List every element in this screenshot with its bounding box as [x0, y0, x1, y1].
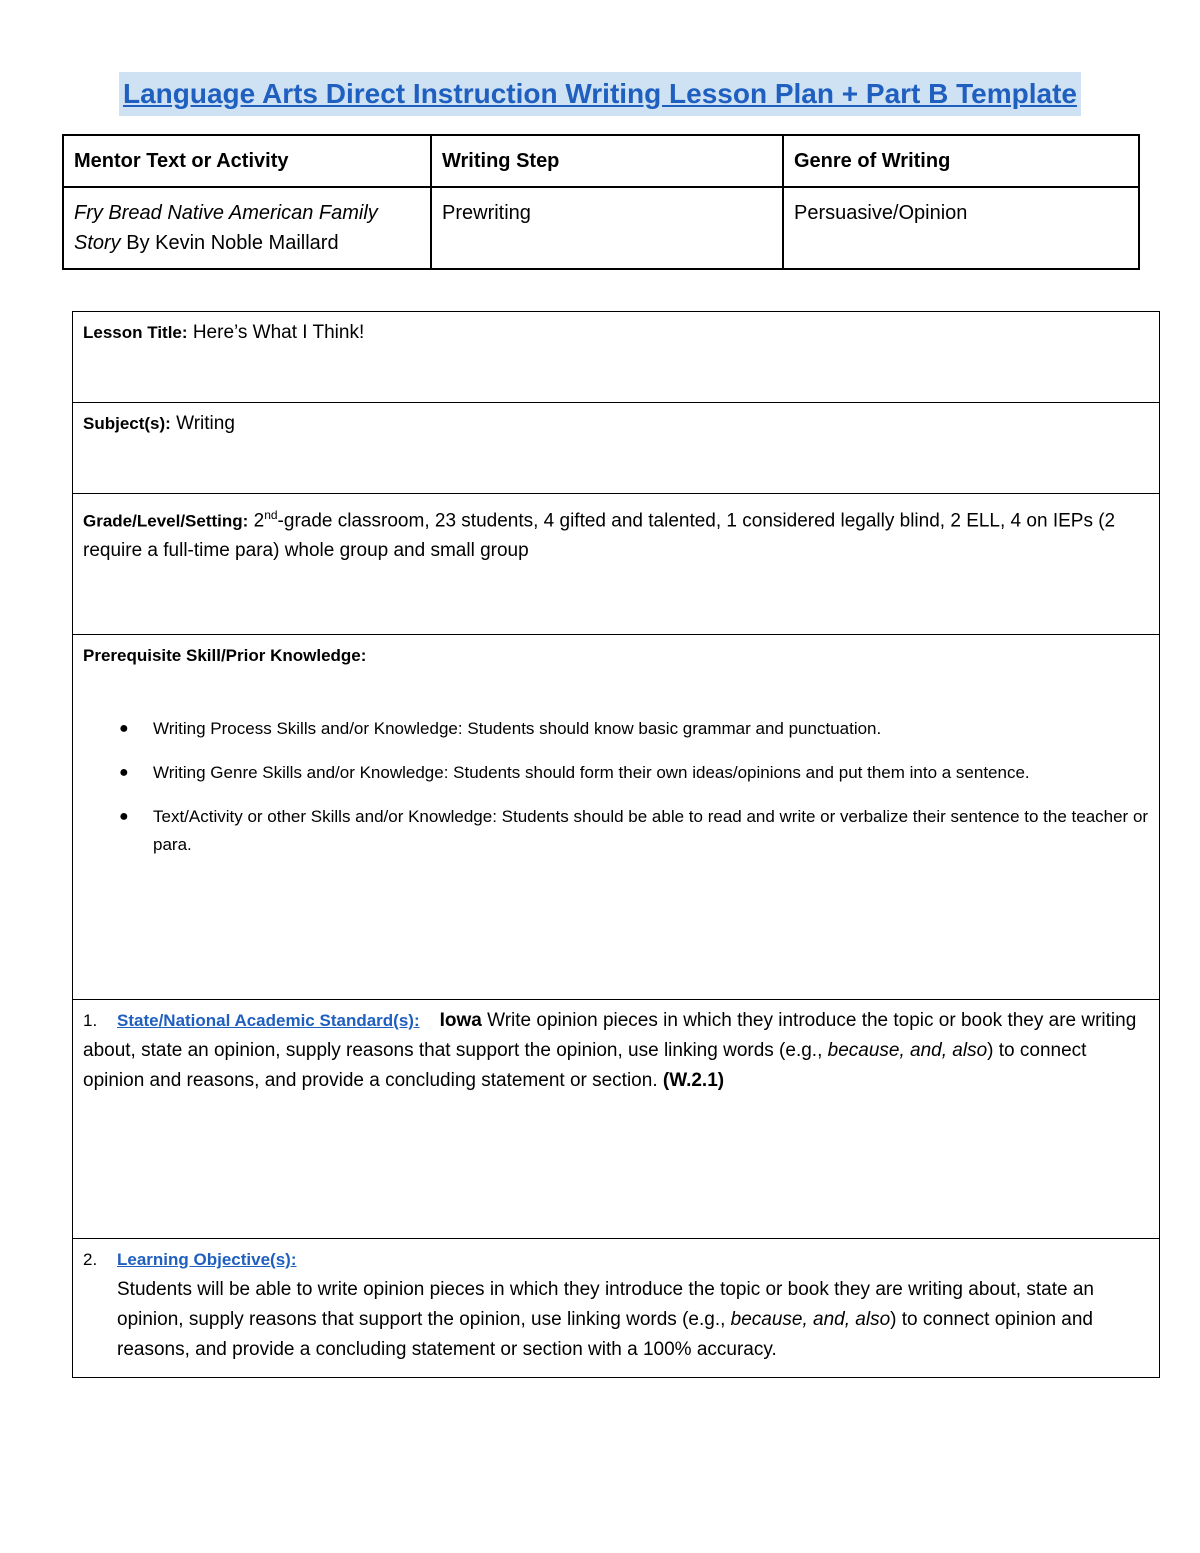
prereq-item-text: Text/Activity or other Skills and/or Knowledge: Students should be able to read and write or verbalize their sentence to the teacher or para.: [153, 807, 1149, 854]
genre-cell: Persuasive/Opinion: [783, 187, 1139, 269]
prereq-item-text: Writing Genre Skills and/or Knowledge: Students should form their own ideas/opinions and put them into a sentence.: [153, 763, 1030, 782]
document-title: Language Arts Direct Instruction Writing Lesson Plan + Part B Template: [119, 72, 1081, 116]
subject-value: Writing: [176, 413, 235, 434]
title-wrapper: [0, 72, 1200, 116]
bullet-icon: ●: [119, 764, 129, 781]
objective-text-2: ) to connect opinion and reasons, and provide a concluding statement or section with a 100% accuracy.: [117, 1309, 1093, 1360]
mentor-book-author: By Kevin Noble Maillard: [126, 232, 339, 254]
lesson-title-label: Lesson Title:: [83, 323, 188, 342]
standard-number: 1.: [83, 1011, 98, 1030]
bullet-icon: ●: [119, 720, 129, 737]
mentor-text-table: [62, 134, 1140, 270]
bullet-icon: ●: [119, 808, 129, 825]
objective-link[interactable]: Learning Objective(s):: [117, 1250, 297, 1269]
subject-label: Subject(s):: [83, 414, 171, 433]
standard-text-1: Write opinion pieces in which they introduce the topic or book they are writing about, state an opinion, supply reasons that support the opinion, use linking words (e.g.,: [83, 1010, 1137, 1061]
prereq-row: [73, 635, 1160, 1000]
grade-label: Grade/Level/Setting:: [83, 511, 249, 531]
grade-text: -grade classroom, 23 students, 4 gifted and talented, 1 considered legally blind, 2 ELL, 4 on IEPs (2 require a full-time para) whole group and small group: [83, 510, 1116, 562]
header-writing-step: Writing Step: [431, 135, 783, 187]
lesson-title-value: Here’s What I Think!: [192, 322, 365, 343]
lesson-plan-table: [72, 311, 1160, 1378]
prereq-item-process: [83, 715, 1149, 743]
objective-text: [83, 1275, 1149, 1365]
grade-suffix: nd: [264, 508, 278, 522]
objective-italic: because, and, also: [730, 1309, 891, 1330]
lesson-title-row: [73, 312, 1160, 403]
writing-step-cell: Prewriting: [431, 187, 783, 269]
header-mentor-text: Mentor Text or Activity: [63, 135, 431, 187]
standard-text-2: ) to connect opinion and reasons, and provide a concluding statement or section.: [83, 1040, 1087, 1091]
mentor-table-header-row: [63, 135, 1139, 187]
standard-code: (W.2.1): [662, 1070, 725, 1091]
mentor-book-title: Fry Bread Native American Family Story: [74, 202, 378, 254]
standard-row: [73, 1000, 1160, 1239]
prereq-label: Prerequisite Skill/Prior Knowledge:: [83, 646, 367, 665]
objective-text-1: Students will be able to write opinion pieces in which they introduce the topic or book they are writing about, state an opinion, supply reasons that support the opinion, use linking words (e.g.,: [117, 1279, 1094, 1330]
subject-row: [73, 403, 1160, 494]
prereq-item-genre: [83, 759, 1149, 787]
objective-row: [73, 1239, 1160, 1378]
grade-row: [73, 494, 1160, 635]
prereq-list: [83, 715, 1149, 859]
mentor-table-data-row: [63, 187, 1139, 269]
grade-number: 2: [253, 510, 265, 532]
objective-number: 2.: [83, 1250, 98, 1269]
prereq-item-text: Writing Process Skills and/or Knowledge: Students should know basic grammar and punctuation.: [153, 719, 882, 738]
header-genre: Genre of Writing: [783, 135, 1139, 187]
standard-state: Iowa: [439, 1010, 482, 1031]
prereq-item-activity: [83, 803, 1149, 859]
mentor-text-cell: [63, 187, 431, 269]
standard-link[interactable]: State/National Academic Standard(s):: [117, 1011, 420, 1030]
standard-italic: because, and, also: [827, 1040, 988, 1061]
